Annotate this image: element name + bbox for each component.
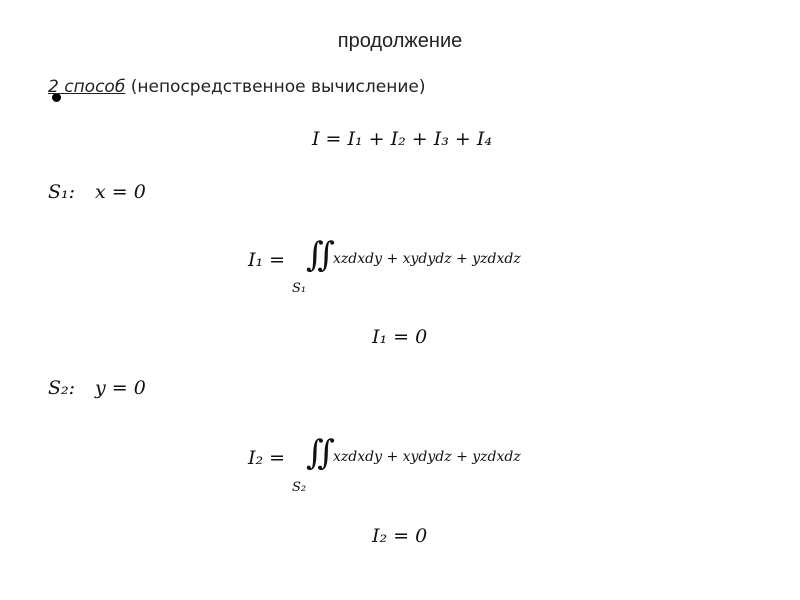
method-heading — [48, 77, 426, 97]
surface-s1-label: S₁: — [48, 181, 76, 203]
slide-title: продолжение — [337, 30, 463, 52]
surface-s2-condition: y = 0 — [95, 377, 146, 399]
integral-i2-result: I₂ = 0 — [372, 525, 428, 547]
surface-s2-label: S₂: — [48, 377, 76, 399]
integral-i1-integrand: xzdxdy + xydydz + yzdxdz — [333, 251, 521, 267]
method-description: (непосредственное вычисление) — [130, 77, 426, 97]
integral-i2-lhs: I₂ = — [248, 447, 286, 469]
integral-i2-region: S₂ — [292, 480, 307, 495]
total-sum-formula: I = I₁ + I₂ + I₃ + I₄ — [312, 128, 492, 150]
integral-i2-integrand: xzdxdy + xydydz + yzdxdz — [333, 449, 521, 465]
integral-i1-result: I₁ = 0 — [372, 326, 428, 348]
double-integral-icon: ∬ — [306, 235, 335, 275]
method-label: 2 способ — [48, 77, 126, 97]
integral-i1-region: S₁ — [292, 281, 307, 296]
double-integral-icon: ∬ — [306, 433, 335, 473]
integral-i1-lhs: I₁ = — [248, 249, 286, 271]
surface-s1-condition: x = 0 — [95, 181, 146, 203]
